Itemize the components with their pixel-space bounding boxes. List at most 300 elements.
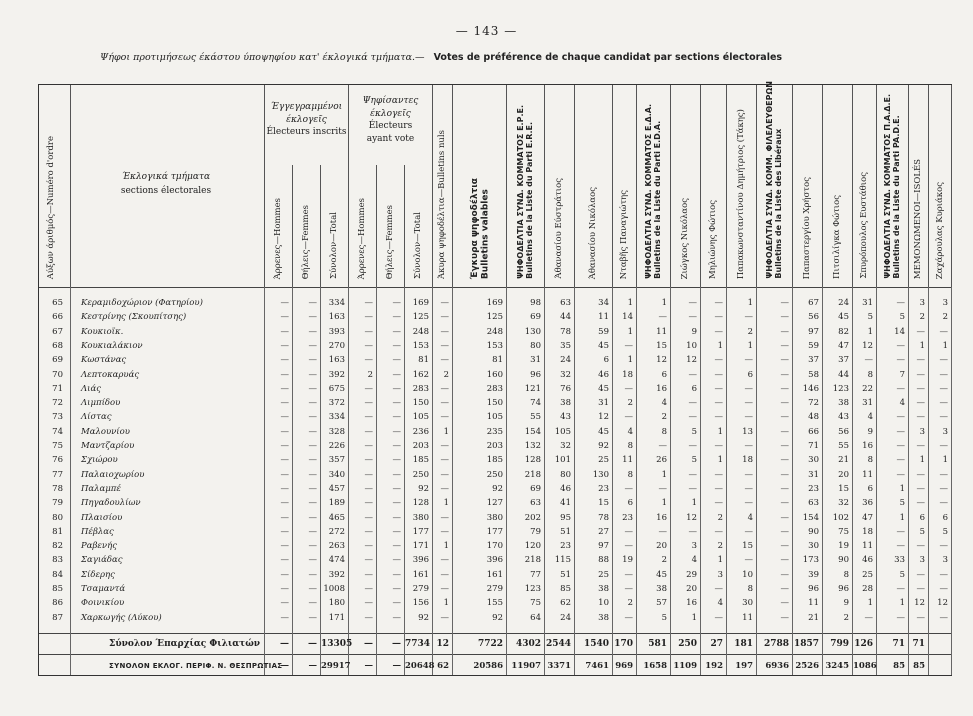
cell-cand7: 48 [808, 412, 819, 423]
cell-cand2: 12 [598, 412, 609, 423]
cell-total-voted: 105 [412, 412, 429, 423]
cell-ere: 130 [524, 326, 541, 337]
total-cell-total-voted: 7734 [405, 639, 431, 649]
cell-cand7: 71 [808, 441, 819, 451]
section-name: Παλαιοχωρίου [81, 469, 145, 480]
cell-invalid: 1 [443, 498, 449, 509]
cell-valid: 248 [486, 326, 503, 337]
cell-liberals: — [780, 441, 789, 451]
cell-men-voted: — [364, 541, 373, 552]
cell-total-voted: 283 [412, 383, 429, 394]
header-isolated-line0: ΜΕΜΟΝΩΜΕΝΟΙ—ISOLÉS [913, 158, 923, 279]
header-men-label [274, 198, 284, 279]
cell-cand2: 97 [598, 541, 609, 552]
header-men [265, 165, 293, 287]
section-name: Λεπτοκαρυάς [81, 369, 140, 380]
header-liberals-line1: Bulletins de la Liste des Libéraux [774, 129, 784, 279]
cell-cand4: 29 [686, 569, 697, 580]
cell-cand4: 9 [691, 326, 697, 337]
cell-isolated: — [916, 398, 925, 409]
cell-cand1: 38 [560, 398, 571, 409]
cell-eda: 57 [656, 598, 667, 609]
table-row [39, 341, 952, 352]
section-name: Τσαμαντά [81, 584, 126, 594]
cell-liberals: — [780, 555, 789, 566]
table-row [39, 484, 952, 495]
cell-cand9: 28 [862, 584, 873, 594]
cell-women-voted: — [392, 598, 401, 609]
cell-total: 180 [328, 598, 345, 609]
cell-men-voted: — [364, 526, 373, 537]
header-cand8-line0: Πιτσιλίγκα Φώτιος [832, 195, 842, 279]
cell-men-voted: — [364, 569, 373, 580]
cell-men: — [280, 512, 289, 523]
cell-cand6: — [744, 526, 753, 537]
cell-pade: — [896, 541, 905, 552]
cell-cand1: 51 [560, 569, 571, 580]
header-ere-line0: ΨΗΦΟΔΕΛΤΙΑ ΣΥΝΔ. ΚΟΜΜΑΤΟΣ Ε.Ρ.Ε. [516, 105, 525, 279]
cell-total-voted: 161 [412, 569, 429, 580]
total-province-row [39, 635, 952, 653]
total-cell-total-voted: 20648 [405, 661, 435, 671]
header-isolated [909, 85, 929, 287]
cell-isolated: 3 [919, 426, 925, 437]
cell-isolated: — [916, 383, 925, 394]
cell-total-voted: 81 [418, 355, 429, 366]
cell-isolated: — [916, 612, 925, 623]
cell-cand9: 4 [867, 412, 873, 423]
row-number: 81 [52, 526, 63, 537]
header-cand9-label [860, 172, 870, 279]
cell-cand6: — [744, 441, 753, 451]
cell-pade: 5 [899, 569, 905, 580]
table-row [39, 427, 952, 438]
cell-eda: 16 [656, 512, 667, 523]
cell-cand11: — [939, 326, 948, 337]
cell-ere: 63 [530, 498, 541, 509]
cell-men: — [280, 541, 289, 552]
header-cand1-label [555, 178, 565, 279]
cell-cand3: 11 [622, 455, 633, 466]
cell-cand5: — [714, 383, 723, 394]
cell-total: 263 [328, 541, 345, 552]
cell-cand5: 2 [717, 541, 723, 552]
cell-cand3: — [624, 526, 633, 537]
cell-invalid: — [440, 441, 449, 451]
cell-valid: 105 [486, 412, 503, 423]
cell-cand7: 23 [808, 483, 819, 494]
row-number: 70 [52, 369, 63, 380]
cell-valid: 279 [486, 584, 503, 594]
cell-cand5: — [714, 298, 723, 308]
cell-men: — [280, 355, 289, 366]
total-district-label: ΣΥΝΟΛΟΝ ΕΚΛΟΓ. ΠΕΡΙΦ. Ν. ΘΕΣΠΡΩΤΙΑΣ [109, 662, 283, 670]
header-liberals-line0: ΨΗΦΟΔΕΛΤΙΑ ΣΥΝΔ. ΚΟΜΜ. ΦΙΛΕΛΕΥΘΕΡΩΝ [765, 81, 774, 279]
cell-cand9: 11 [862, 469, 873, 480]
cell-isolated: 12 [914, 598, 925, 609]
cell-total-voted: 125 [412, 312, 429, 323]
cell-cand6: 11 [742, 612, 753, 623]
cell-cand3: — [624, 412, 633, 423]
cell-eda: 12 [656, 355, 667, 366]
header-total [321, 165, 349, 287]
cell-women: — [308, 412, 317, 423]
cell-cand6: 18 [742, 455, 753, 466]
table-row [39, 498, 952, 509]
table-row [39, 555, 952, 566]
cell-invalid: — [440, 340, 449, 351]
section-name: Λίστας [81, 412, 112, 423]
cell-cand2: 10 [598, 598, 609, 609]
cell-invalid: — [440, 383, 449, 394]
cell-women-voted: — [392, 369, 401, 380]
cell-pade: — [896, 355, 905, 366]
header-cand3 [613, 85, 637, 287]
total-cell-cand6: 181 [734, 639, 753, 649]
total-cell-cand5: 192 [705, 661, 723, 671]
header-women-voted [377, 165, 405, 287]
header-ere [507, 85, 545, 287]
cell-cand1: 41 [560, 498, 571, 509]
cell-ere: 75 [530, 598, 541, 609]
row-number: 73 [52, 412, 63, 423]
cell-total-voted: 171 [412, 541, 429, 552]
cell-valid: 153 [486, 340, 503, 351]
section-name: Μαλουνίου [81, 426, 130, 437]
cell-cand1: 101 [554, 455, 571, 466]
header-total-label [330, 212, 340, 279]
cell-women: — [308, 526, 317, 537]
cell-cand4: 1 [691, 498, 697, 509]
cell-women: — [308, 369, 317, 380]
cell-cand4: 20 [686, 584, 697, 594]
section-name: Σχιώρου [81, 455, 118, 466]
header-cand3-line0: Νταβῆς Παναγιώτης [619, 189, 629, 279]
cell-isolated: — [916, 469, 925, 480]
row-number: 69 [52, 355, 63, 366]
total-district-row [39, 657, 952, 675]
cell-women-voted: — [392, 526, 401, 537]
cell-cand7: 173 [802, 555, 819, 566]
cell-cand1: 78 [560, 326, 571, 337]
cell-women-voted: — [392, 612, 401, 623]
page-number: — 143 — [455, 24, 518, 38]
section-name: Μαντζαρίου [81, 441, 135, 451]
cell-men: — [280, 612, 289, 623]
title-greek: Ψήφοι προτιμήσεως έκάστου ύποψηφίου κατ' έκλογικά τμήματα.— [100, 52, 425, 63]
cell-total: 334 [328, 412, 345, 423]
cell-eda: 4 [661, 398, 667, 409]
cell-cand4: 12 [686, 355, 697, 366]
total-cell-cand6: 197 [735, 661, 753, 671]
cell-total-voted: 203 [412, 441, 429, 451]
header-total-voted-label [414, 212, 424, 279]
header-registered [265, 85, 349, 165]
cell-women-voted: — [392, 469, 401, 480]
cell-cand6: 6 [747, 369, 753, 380]
cell-women-voted: — [392, 455, 401, 466]
cell-cand4: — [688, 398, 697, 409]
cell-pade: 5 [899, 312, 905, 323]
total-cell-valid: 20586 [473, 661, 503, 671]
total-cell-cand1: 2544 [545, 639, 571, 649]
cell-cand6: — [744, 412, 753, 423]
cell-valid: 155 [486, 598, 503, 609]
cell-women: — [308, 598, 317, 609]
cell-liberals: — [780, 455, 789, 466]
cell-cand7: 21 [808, 612, 819, 623]
cell-women-voted: — [392, 569, 401, 580]
cell-cand5: — [714, 483, 723, 494]
cell-cand8: 20 [838, 469, 849, 480]
cell-isolated: — [916, 326, 925, 337]
cell-women: — [308, 355, 317, 366]
total-cell-pade: 85 [893, 661, 905, 671]
cell-cand3: 1 [627, 298, 633, 308]
cell-men-voted: — [364, 412, 373, 423]
header-ere-line1: Bulletins de la Liste du Parti E.R.E. [525, 122, 535, 279]
header-voted-french1: Électeurs [368, 121, 413, 132]
cell-eda: 20 [656, 541, 667, 552]
table-row [39, 298, 952, 309]
cell-cand1: 24 [560, 355, 571, 366]
cell-total: 226 [328, 441, 345, 451]
section-name: Σαγιάδας [81, 555, 123, 566]
cell-eda: 26 [656, 455, 667, 466]
section-name: Παλαμπέ [81, 483, 121, 494]
cell-cand1: 35 [560, 340, 571, 351]
row-number: 85 [52, 584, 63, 594]
cell-invalid: — [440, 483, 449, 494]
cell-liberals: — [780, 598, 789, 609]
cell-cand8: 2 [843, 612, 849, 623]
cell-isolated: 1 [919, 455, 925, 466]
cell-cand2: 23 [598, 483, 609, 494]
cell-men-voted: — [364, 326, 373, 337]
cell-cand3: 19 [622, 555, 633, 566]
section-name: Κουκιοϊκ. [81, 326, 124, 337]
cell-cand9: — [864, 355, 873, 366]
cell-cand6: — [744, 483, 753, 494]
total-cell-cand8: 799 [830, 639, 849, 649]
section-name: Κωστάνας [81, 355, 127, 366]
cell-cand2: 45 [598, 383, 609, 394]
cell-eda: — [658, 526, 667, 537]
cell-ere: 128 [524, 455, 541, 466]
total-cell-cand7: 1857 [793, 639, 819, 649]
total-cell-total: 13305 [321, 639, 353, 649]
header-men-line0: Άρρενες—Hommes [273, 197, 283, 279]
cell-women: — [308, 512, 317, 523]
cell-cand6: — [744, 383, 753, 394]
cell-ere: 69 [530, 483, 541, 494]
cell-women: — [308, 498, 317, 509]
cell-pade: — [896, 526, 905, 537]
cell-cand7: 30 [808, 541, 819, 552]
cell-total: 675 [328, 383, 345, 394]
table-row [39, 327, 952, 338]
cell-cand4: 10 [686, 340, 697, 351]
cell-cand8: 38 [838, 398, 849, 409]
total-cell-eda: 581 [648, 639, 667, 649]
cell-cand3: — [624, 612, 633, 623]
cell-women: — [308, 398, 317, 409]
total-cell-cand9: 1086 [853, 661, 877, 671]
cell-women: — [308, 612, 317, 623]
cell-cand11: 1 [942, 340, 948, 351]
total-cell-invalid: 12 [436, 639, 449, 649]
cell-cand4: 16 [686, 598, 697, 609]
cell-cand5: 4 [717, 598, 723, 609]
header-eda [637, 85, 671, 287]
cell-cand9: 8 [867, 455, 873, 466]
cell-cand4: — [688, 469, 697, 480]
cell-liberals: — [780, 483, 789, 494]
section-name: Φοινικίου [81, 598, 125, 609]
header-invalid [433, 85, 453, 287]
header-cand4-label [681, 198, 691, 279]
cell-liberals: — [780, 569, 789, 580]
cell-cand2: 15 [598, 498, 609, 509]
cell-cand4: 3 [691, 541, 697, 552]
header-women-label [302, 205, 312, 279]
cell-cand6: 8 [747, 584, 753, 594]
header-cand8 [823, 85, 853, 287]
cell-men: — [280, 498, 289, 509]
cell-men: — [280, 483, 289, 494]
total-cell-ere: 4302 [515, 639, 541, 649]
cell-valid: 250 [486, 469, 503, 480]
cell-cand11: 1 [942, 455, 948, 466]
cell-cand9: 12 [862, 340, 873, 351]
cell-cand7: 31 [808, 469, 819, 480]
header-cand2 [575, 85, 613, 287]
row-number: 71 [52, 383, 63, 394]
cell-cand5: 2 [717, 512, 723, 523]
header-valid-label [470, 178, 491, 279]
cell-women-voted: — [392, 498, 401, 509]
cell-total: 334 [328, 298, 345, 308]
cell-men-voted: — [364, 469, 373, 480]
total-cell-cand4: 250 [678, 639, 697, 649]
cell-cand7: 59 [808, 340, 819, 351]
cell-invalid: — [440, 612, 449, 623]
cell-liberals: — [780, 498, 789, 509]
cell-eda: 45 [656, 569, 667, 580]
row-number: 66 [52, 312, 63, 323]
total-cell-men-voted: — [364, 639, 373, 649]
cell-cand9: 22 [862, 383, 873, 394]
section-name: Πλαισίου [81, 512, 123, 523]
cell-cand9: 9 [867, 426, 873, 437]
cell-cand3: 8 [627, 469, 633, 480]
table-row [39, 613, 952, 624]
cell-men: — [280, 412, 289, 423]
cell-cand7: 154 [802, 512, 819, 523]
total-cell-cand5: 27 [710, 639, 723, 649]
cell-cand4: 6 [691, 383, 697, 394]
cell-total-voted: 150 [412, 398, 429, 409]
header-cand9 [853, 85, 877, 287]
cell-cand6: 1 [747, 340, 753, 351]
cell-cand3: 2 [627, 398, 633, 409]
cell-cand9: 25 [862, 569, 873, 580]
cell-cand6: 10 [742, 569, 753, 580]
header-cand3-label [620, 190, 630, 279]
cell-cand8: 19 [838, 541, 849, 552]
cell-men-voted: — [364, 512, 373, 523]
cell-cand9: 16 [862, 441, 873, 451]
cell-cand3: 18 [622, 369, 633, 380]
cell-cand1: 23 [560, 541, 571, 552]
table-row [39, 470, 952, 481]
row-number: 68 [52, 340, 63, 351]
cell-men-voted: 2 [367, 369, 373, 380]
cell-women: — [308, 441, 317, 451]
cell-cand1: 80 [560, 469, 571, 480]
header-ere-label [516, 105, 534, 279]
cell-cand5: — [714, 469, 723, 480]
cell-total-voted: 396 [412, 555, 429, 566]
header-total-voted-line0: Σύνολον—Total [413, 212, 423, 279]
row-number: 78 [52, 483, 63, 494]
row-number: 65 [52, 298, 63, 308]
cell-liberals: — [780, 326, 789, 337]
cell-total-voted: 92 [418, 483, 429, 494]
header-cand11 [929, 85, 952, 287]
cell-total-voted: 162 [412, 369, 429, 380]
total-cell-cand8: 3245 [825, 661, 849, 671]
cell-cand9: 1 [867, 598, 873, 609]
cell-cand2: 45 [598, 340, 609, 351]
total-cell-ere: 11907 [511, 661, 541, 671]
cell-cand1: 63 [560, 298, 571, 308]
cell-eda: 15 [656, 340, 667, 351]
cell-cand1: 62 [560, 598, 571, 609]
cell-cand8: 123 [832, 383, 849, 394]
cell-cand2: 45 [598, 426, 609, 437]
table-row [39, 570, 952, 581]
cell-cand5: — [714, 526, 723, 537]
cell-cand3: — [624, 483, 633, 494]
cell-women-voted: — [392, 584, 401, 594]
total-divider-top [39, 633, 952, 634]
cell-pade: 1 [899, 483, 905, 494]
cell-isolated: 1 [919, 340, 925, 351]
cell-cand3: — [624, 340, 633, 351]
cell-cand11: — [939, 483, 948, 494]
cell-invalid: — [440, 326, 449, 337]
cell-total: 270 [328, 340, 345, 351]
table-row [39, 455, 952, 466]
cell-valid: 161 [486, 569, 503, 580]
cell-invalid: — [440, 555, 449, 566]
cell-cand7: 96 [808, 584, 819, 594]
cell-cand1: 51 [560, 526, 571, 537]
header-cand5 [701, 85, 727, 287]
total-cell-liberals: 2788 [763, 639, 789, 649]
header-invalid-label [438, 130, 448, 279]
cell-cand3: 14 [622, 312, 633, 323]
cell-cand7: 56 [808, 312, 819, 323]
cell-total-voted: 128 [412, 498, 429, 509]
cell-total-voted: 236 [412, 426, 429, 437]
cell-liberals: — [780, 355, 789, 366]
cell-women-voted: — [392, 541, 401, 552]
section-name: Χαρκωγής (Λύκου) [81, 612, 162, 623]
cell-men-voted: — [364, 612, 373, 623]
cell-invalid: 2 [443, 369, 449, 380]
